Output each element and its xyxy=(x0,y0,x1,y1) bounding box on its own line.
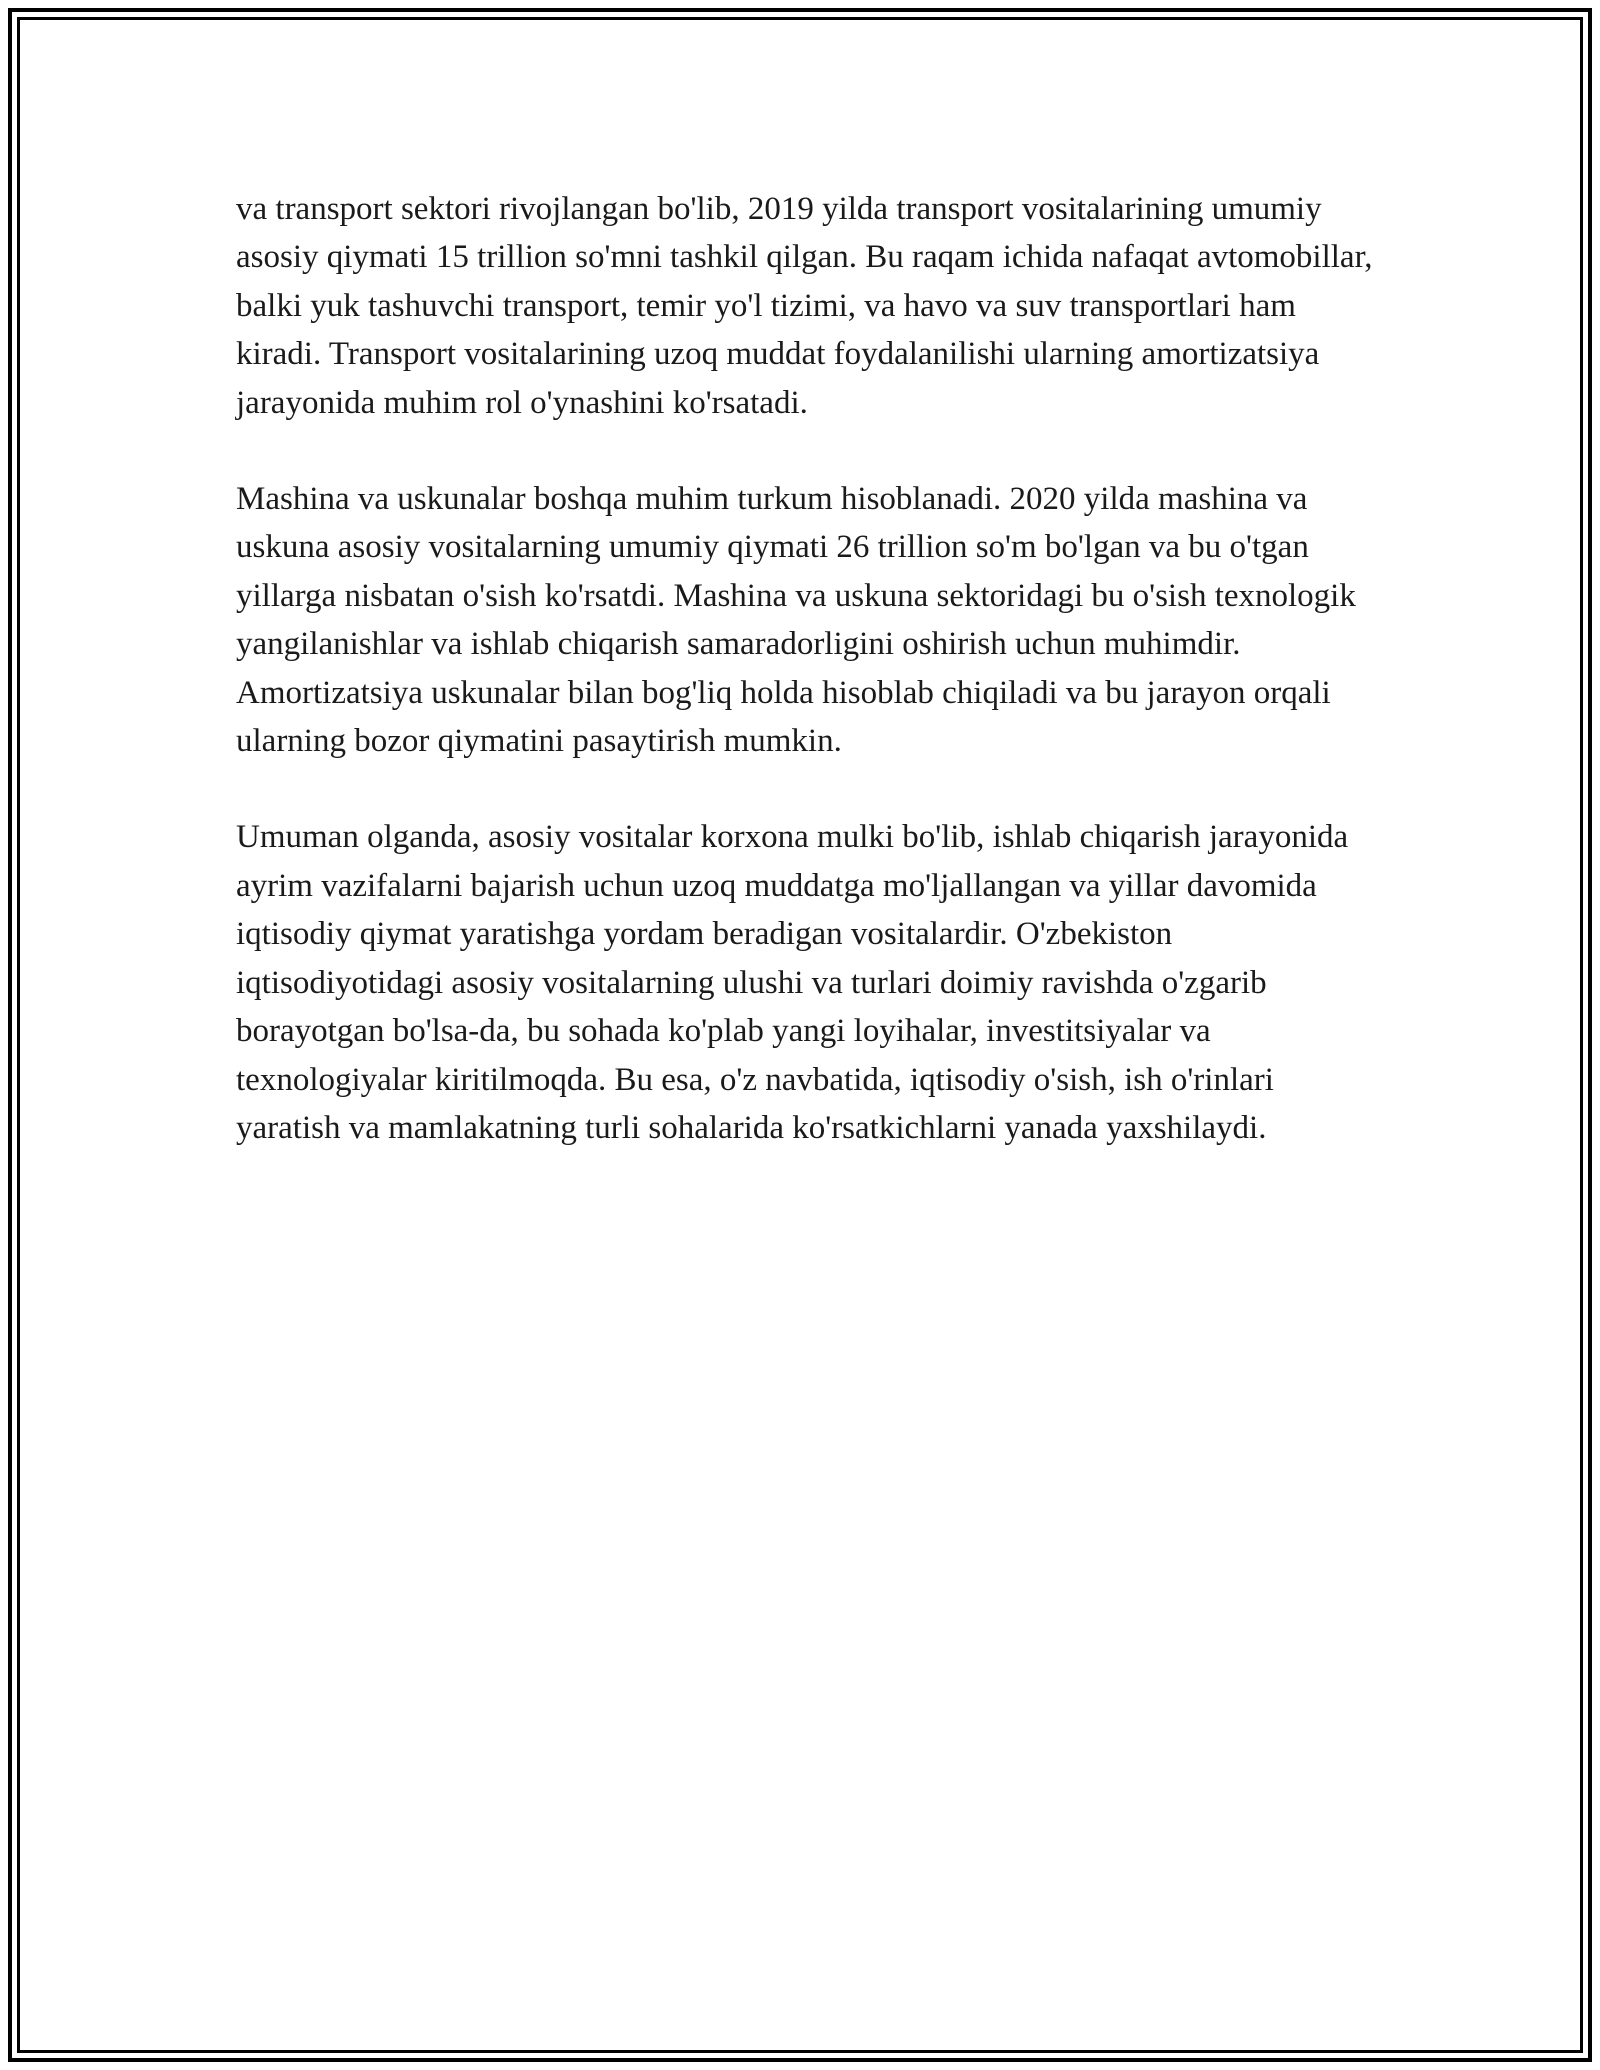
paragraph-summary: Umuman olganda, asosiy vositalar korxona mulki bo'lib, ishlab chiqarish jarayonida ayrim vazifalarni bajarish uchun uzoq muddatga mo'ljallangan va yillar davomida iqtisodiy qiymat yaratishga yordam beradigan vositalardir. O'zbekiston iqtisodiyotidagi asosiy vositalarning ulushi va turlari doimiy ravishda o'zgarib borayotgan bo'lsa-da, bu sohada ko'plab yangi loyihalar, investitsiyalar va texnologiyalar kiritilmoqda. Bu esa, o'z navbatida, iqtisodiy o'sish, ish o'rinlari yaratish va mamlakatning turli sohalarida ko'rsatkichlarni yanada yaxshilaydi. xyxy=(236,819,1349,1146)
paragraph-transport: va transport sektori rivojlangan bo'lib, 2019 yilda transport vositalarining umumiy asosiy qiymati 15 trillion so'mni tashkil qilgan. Bu raqam ichida nafaqat avtomobillar, balki yuk tashuvchi transport, temir yo'l tizimi, va havo va suv transportlari ham kiradi. Transport vositalarining uzoq muddat foydalanilishi ularning amortizatsiya jarayonida muhim rol o'ynashini ko'rsatadi. xyxy=(236,191,1373,421)
paragraph-machinery: Mashina va uskunalar boshqa muhim turkum hisoblanadi. 2020 yilda mashina va uskuna asosiy vositalarning umumiy qiymati 26 trillion so'm bo'lgan va bu o'tgan yillarga nisbatan o'sish ko'rsatdi. Mashina va uskuna sektoridagi bu o'sish texnologik yangilanishlar va ishlab chiqarish samaradorligini oshirish uchun muhimdir. Amortizatsiya uskunalar bilan bog'liq holda hisoblab chiqiladi va bu jarayon orqali ularning bozor qiymatini pasaytirish mumkin. xyxy=(236,481,1356,760)
document-body xyxy=(236,185,1376,1200)
